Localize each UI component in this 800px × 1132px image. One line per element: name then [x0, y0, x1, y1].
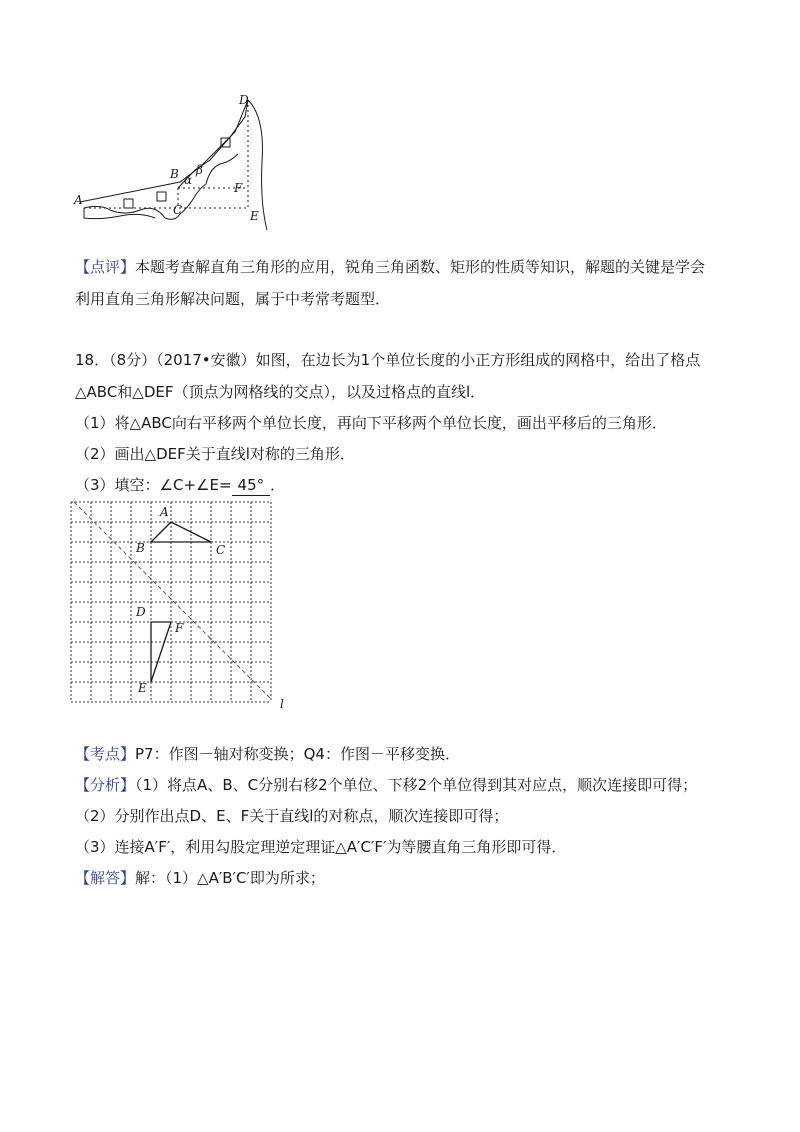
label-alpha: α — [184, 173, 193, 187]
comment-tag: 【点评】 — [75, 258, 136, 276]
label-B: B — [170, 167, 179, 181]
problem-header: 18．（8分）（2017•安徽）如图，在边长为1个单位长度的小正方形组成的网格中，给出了格点 — [75, 351, 701, 369]
comment-text-1: 本题考查解直角三角形的应用，锐角三角函数、矩形的性质等知识，解题的关键是学会 — [135, 258, 706, 276]
fenxi-text-1: （1）将点A、B、C分别右移2个单位、下移2个单位得到其对应点，顺次连接即可得； — [135, 776, 698, 794]
grid-label-A: A — [160, 505, 169, 519]
comment-line-1 — [75, 257, 705, 277]
triangle-abc — [151, 522, 211, 542]
problem-part-3 — [75, 475, 285, 496]
triangle-def — [151, 622, 171, 682]
problem-part-2: （2）画出△DEF关于直线l对称的三角形． — [75, 445, 355, 463]
grid-label-l: l — [280, 697, 284, 711]
fenxi-line-2: （2）分别作出点D、E、F关于直线l的对称点，顺次连接即可得； — [75, 807, 509, 825]
answer-blank: 45° — [232, 475, 271, 496]
problem-part-1: （1）将△ABC向右平移两个单位长度，再向下平移两个单位长度，画出平移后的三角形． — [75, 414, 667, 432]
jieda-text: 解：（1）△A′B′C′即为所求； — [135, 869, 325, 887]
comment-line-2: 利用直角三角形解决问题，属于中考常考题型． — [75, 290, 391, 308]
grid-label-D: D — [136, 605, 146, 619]
label-A: A — [74, 193, 83, 207]
label-D: D — [239, 93, 249, 107]
fenxi-line-3: （3）连接A′F′，利用勾股定理逆定理证△A′C′F′为等腰直角三角形即可得． — [75, 838, 567, 856]
kaodian-line — [75, 744, 460, 764]
grid-label-B: B — [136, 541, 145, 555]
fenxi-line-1 — [75, 775, 697, 795]
label-E: E — [250, 209, 259, 223]
kaodian-tag: 【考点】 — [75, 745, 136, 763]
grid-label-F: F — [175, 621, 184, 635]
slope-diagram — [70, 92, 285, 232]
grid-figure — [66, 498, 296, 713]
jieda-line — [75, 868, 325, 888]
label-C: C — [173, 203, 183, 217]
fenxi-tag: 【分析】 — [75, 776, 136, 794]
label-beta: β — [196, 163, 203, 177]
label-F: F — [234, 181, 243, 195]
kaodian-text: P7：作图－轴对称变换；Q4：作图－平移变换． — [135, 745, 460, 763]
line-l — [74, 502, 270, 698]
jieda-tag: 【解答】 — [75, 869, 136, 887]
part-3-suffix: ． — [270, 476, 286, 494]
part-3-prefix: （3）填空：∠C+∠E= — [75, 476, 232, 494]
grid-label-E: E — [138, 681, 147, 695]
problem-header-2: △ABC和△DEF（顶点为网格线的交点），以及过格点的直线l． — [75, 383, 486, 401]
grid-label-C: C — [216, 543, 226, 557]
